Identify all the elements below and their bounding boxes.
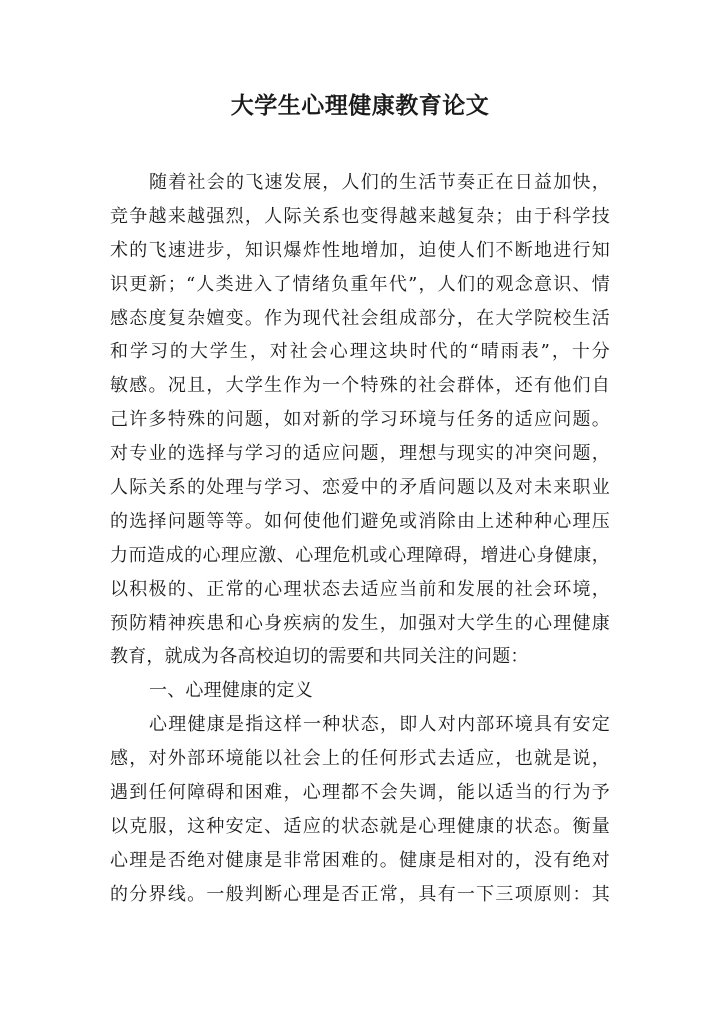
text-line: 和学习的大学生，对社会心理这块时代的“晴雨表”，十分 [110, 341, 610, 363]
text-line: 敏感。况且，大学生作为一个特殊的社会群体，还有他们自 [110, 375, 610, 397]
text-line: 心理健康是指这样一种状态，即人对内部环境具有安定 [149, 714, 610, 736]
document-body [110, 166, 610, 912]
text-line: 教育，就成为各高校迫切的需要和共同关注的问题： [110, 646, 529, 668]
text-line: 术的飞速进步，知识爆炸性地增加，迫使人们不断地进行知 [110, 239, 610, 261]
text-line: 竞争越来越强烈，人际关系也变得越来越复杂；由于科学技 [110, 205, 610, 227]
text-line: 一、心理健康的定义 [149, 680, 313, 702]
text-line: 遇到任何障碍和困难，心理都不会失调，能以适当的行为予 [110, 782, 610, 804]
text-line: 的分界线。一般判断心理是否正常，具有一下三项原则：其 [110, 883, 610, 905]
text-line: 力而造成的心理应激、心理危机或心理障碍，增进心身健康， [110, 544, 610, 566]
text-line: 以克服，这种安定、适应的状态就是心理健康的状态。衡量 [110, 815, 610, 837]
text-line: 随着社会的飞速发展，人们的生活节奏正在日益加快， [149, 172, 610, 193]
text-line: 心理是否绝对健康是非常困难的。健康是相对的，没有绝对 [110, 849, 610, 871]
text-line: 人际关系的处理与学习、恋爱中的矛盾问题以及对未来职业 [110, 477, 610, 499]
text-line: 感，对外部环境能以社会上的任何形式去适应，也就是说， [110, 748, 610, 770]
text-line: 感态度复杂嬗变。作为现代社会组成部分，在大学院校生活 [110, 307, 610, 329]
document-title: 大学生心理健康教育论文 [230, 93, 490, 119]
text-line: 己许多特殊的问题，如对新的学习环境与任务的适应问题。 [110, 409, 610, 431]
text-line: 识更新；“人类进入了情绪负重年代”，人们的观念意识、情 [110, 273, 610, 295]
text-line: 对专业的选择与学习的适应问题，理想与现实的冲突问题， [110, 443, 610, 465]
text-line: 预防精神疾患和心身疾病的发生，加强对大学生的心理健康 [110, 612, 610, 634]
text-line: 的选择问题等等。如何使他们避免或消除由上述种种心理压 [110, 510, 610, 532]
text-line: 以积极的、正常的心理状态去适应当前和发展的社会环境， [110, 578, 610, 600]
